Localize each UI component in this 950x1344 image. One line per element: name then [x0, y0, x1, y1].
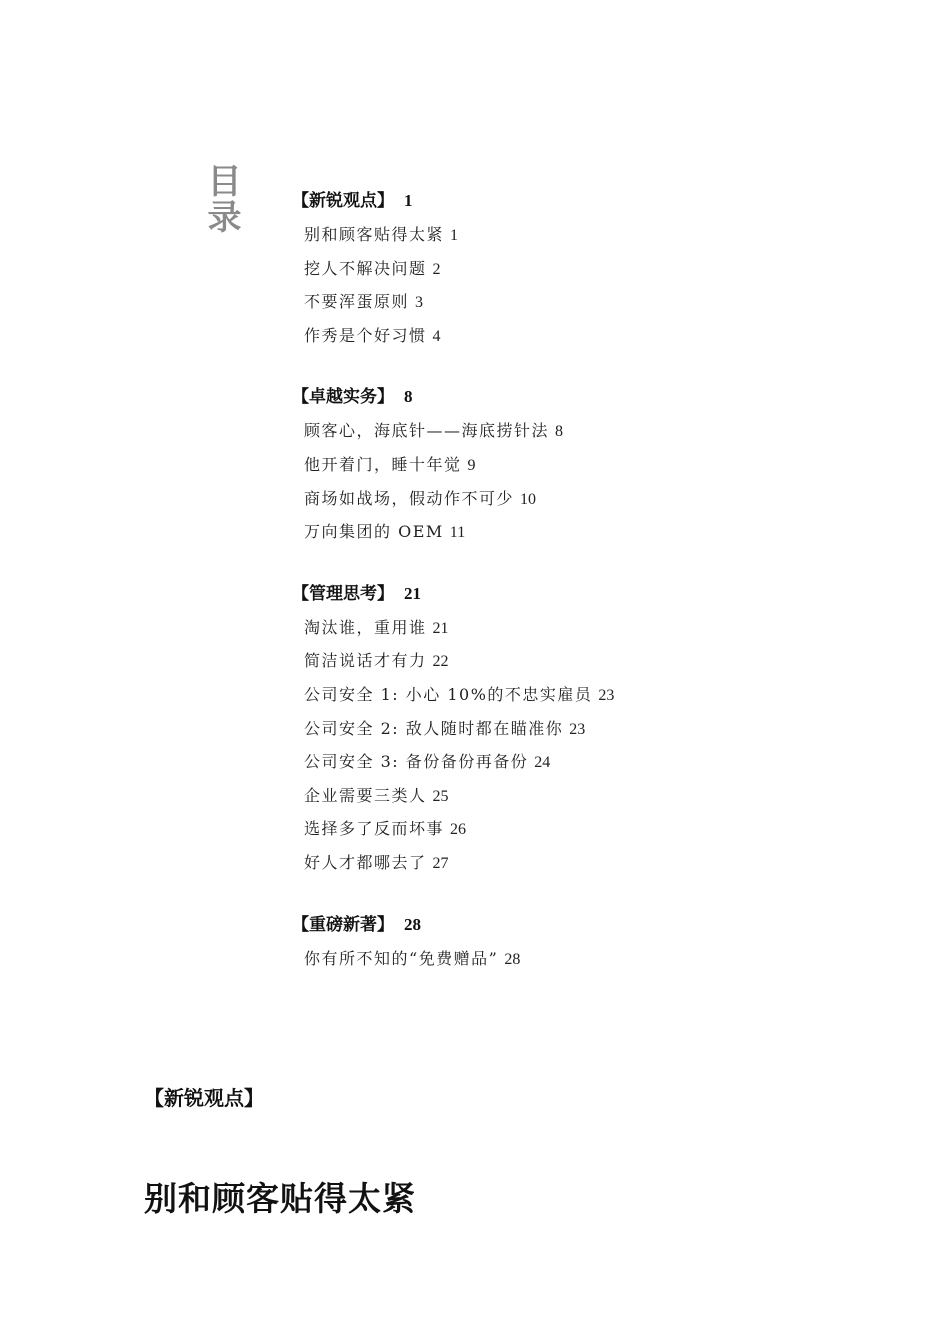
- toc-section-title-text: 【卓越实务】: [292, 387, 394, 408]
- table-of-contents: [292, 184, 852, 1003]
- toc-entry-text: 公司安全 1: 小心 10%的不忠实雇员: [304, 684, 593, 704]
- toc-entry[interactable]: [292, 678, 852, 712]
- toc-entry-text: 选择多了反而坏事: [304, 819, 445, 839]
- toc-entry-text: 他开着门，睡十年觉: [304, 454, 462, 474]
- toc-entry[interactable]: [292, 515, 852, 549]
- toc-page-number: 24: [534, 754, 551, 772]
- toc-entry-text: 公司安全 3: 备份备份再备份: [304, 752, 529, 772]
- toc-page-number: 1: [450, 227, 459, 244]
- toc-section-title[interactable]: [292, 577, 852, 611]
- article-title: 别和顾客贴得太紧: [144, 1179, 416, 1218]
- toc-page-number: 21: [432, 619, 449, 637]
- toc-page-number: 9: [467, 456, 476, 474]
- section-label: 【新锐观点】: [144, 1086, 264, 1110]
- toc-section-title-text: 【重磅新著】: [292, 914, 394, 935]
- toc-entry-text: 不要浑蛋原则: [304, 292, 410, 312]
- toc-entry-text: 作秀是个好习惯: [304, 325, 427, 345]
- toc-entry[interactable]: [292, 812, 852, 846]
- toc-section-management-thinking: [292, 577, 852, 880]
- toc-page-number: 10: [520, 490, 537, 508]
- toc-page-number: 28: [504, 950, 521, 968]
- toc-entry[interactable]: [292, 448, 852, 482]
- toc-page-number: 22: [432, 653, 449, 671]
- toc-section-title-text: 【管理思考】: [292, 583, 394, 604]
- toc-entry-text: 顾客心，海底针——海底捞针法: [304, 421, 550, 441]
- toc-entry-text: 公司安全 2: 敌人随时都在瞄准你: [304, 718, 564, 738]
- toc-page-number: 11: [449, 524, 466, 542]
- toc-entry[interactable]: [292, 611, 852, 645]
- toc-entry[interactable]: [292, 252, 852, 286]
- toc-entry-text: 好人才都哪去了: [304, 852, 427, 872]
- toc-entry[interactable]: [292, 779, 852, 813]
- toc-page-number: 23: [569, 720, 586, 738]
- toc-entry[interactable]: [292, 285, 852, 319]
- toc-page-number: 8: [404, 387, 413, 407]
- toc-section-title[interactable]: [292, 184, 852, 218]
- toc-heading: 目录: [201, 163, 241, 235]
- toc-page-number: 3: [415, 294, 424, 312]
- toc-entry[interactable]: [292, 942, 852, 976]
- toc-section-title[interactable]: [292, 380, 852, 414]
- toc-page-number: 21: [404, 583, 421, 603]
- toc-page-number: 23: [598, 686, 615, 704]
- toc-section-excellent-practice: [292, 380, 852, 548]
- toc-page-number: 4: [432, 327, 441, 345]
- toc-entry[interactable]: [292, 745, 852, 779]
- toc-page-number: 28: [404, 914, 421, 934]
- toc-entry-text: 商场如战场，假动作不可少: [304, 488, 515, 508]
- toc-section-title-text: 【新锐观点】: [292, 191, 394, 211]
- toc-entry[interactable]: [292, 644, 852, 678]
- toc-entry-text: 简洁说话才有力: [304, 651, 427, 671]
- toc-entry-text: 淘汰谁，重用谁: [304, 617, 427, 637]
- toc-page-number: 27: [432, 854, 449, 872]
- toc-page-number: 2: [432, 260, 441, 278]
- toc-entry[interactable]: [292, 319, 852, 353]
- toc-page-number: 26: [450, 821, 467, 839]
- toc-entry[interactable]: [292, 218, 852, 252]
- toc-section-title[interactable]: [292, 908, 852, 942]
- toc-entry-text: 企业需要三类人: [304, 785, 427, 805]
- toc-page-number: 8: [555, 423, 564, 441]
- toc-entry-text: 万向集团的 OEM: [304, 522, 444, 542]
- toc-entry-text: 挖人不解决问题: [304, 258, 427, 278]
- toc-section-new-books: [292, 908, 852, 976]
- toc-entry-text: 别和顾客贴得太紧: [304, 225, 445, 244]
- toc-entry[interactable]: [292, 414, 852, 448]
- toc-entry[interactable]: [292, 846, 852, 880]
- toc-page-number: 1: [404, 191, 413, 210]
- toc-entry-text: 你有所不知的“免费赠品”: [304, 948, 499, 968]
- toc-entry[interactable]: [292, 712, 852, 746]
- toc-page-number: 25: [432, 787, 449, 805]
- toc-section-new-views: [292, 184, 852, 352]
- toc-entry[interactable]: [292, 482, 852, 516]
